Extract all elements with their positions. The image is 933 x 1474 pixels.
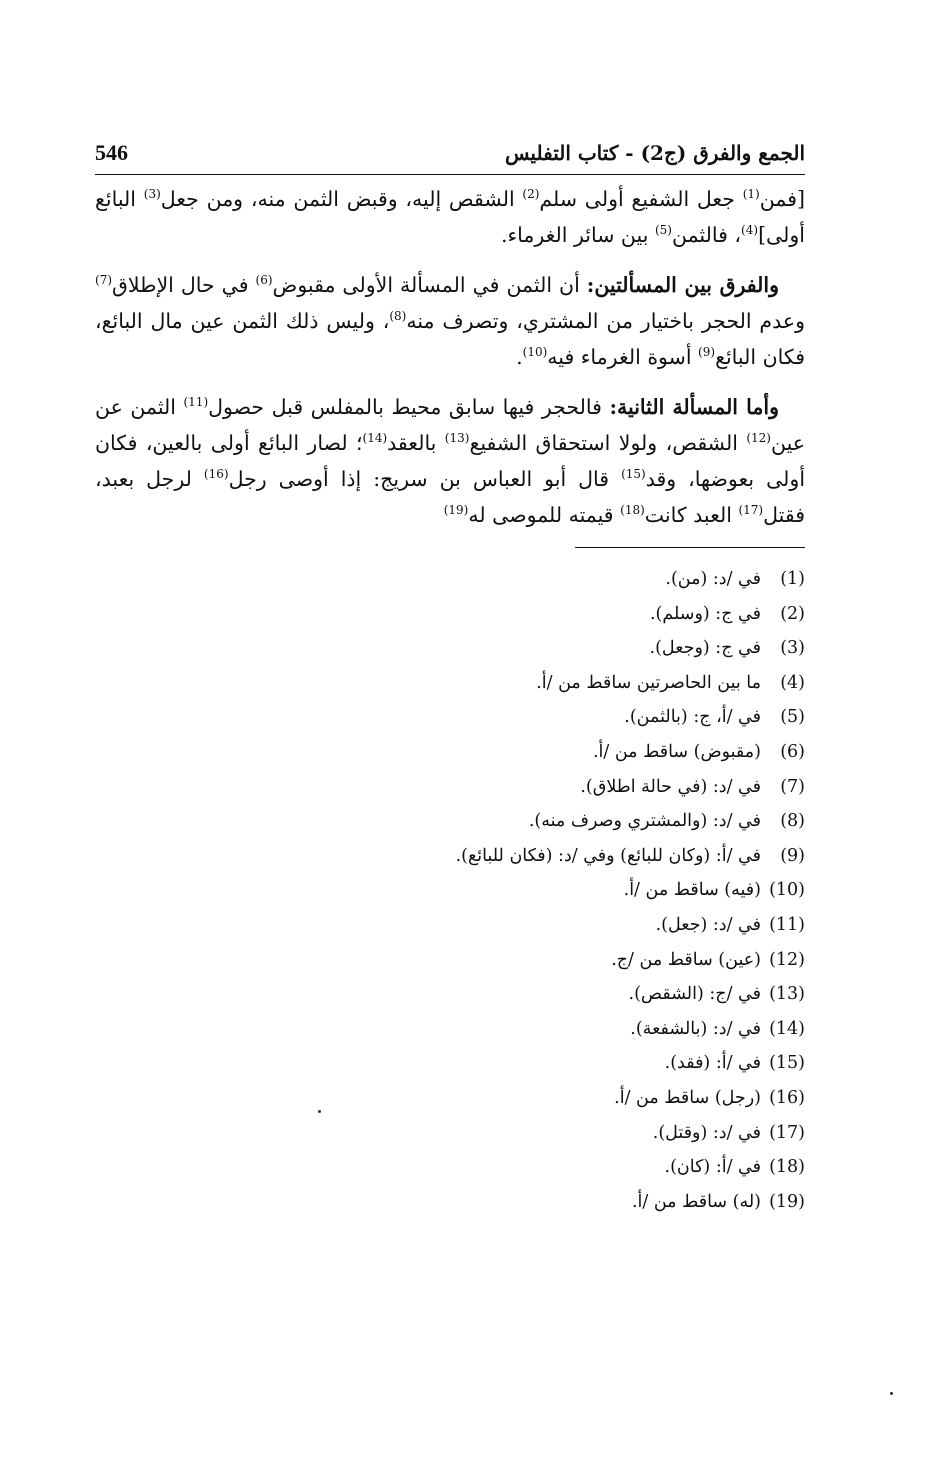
footnote-number: (11)	[769, 914, 805, 935]
footnote-number: (18)	[769, 1157, 805, 1178]
footnote	[95, 562, 805, 597]
footnote-text: في /ج: (الشقص).	[628, 984, 761, 1005]
footnote	[95, 977, 805, 1012]
paragraph-3	[95, 389, 805, 533]
footnote-ref-19: (19)	[443, 503, 469, 518]
footnote-text: (رجل) ساقط من /أ.	[614, 1087, 761, 1108]
footnote-text: في /د: (بالشفعة).	[630, 1018, 761, 1039]
footnote-text: في /د: (وقتل).	[652, 1122, 761, 1143]
text-run: بين سائر الغرماء.	[500, 223, 655, 247]
footnote-text: (عين) ساقط من /ج.	[611, 949, 761, 970]
text-run: بالعقد	[387, 431, 445, 455]
footnote-ref-5: (5)	[654, 223, 672, 238]
text-run: أسوة الغرماء فيه	[547, 345, 699, 369]
footnote-number: (9)	[780, 845, 805, 866]
footnote-ref-4: (4)	[741, 223, 759, 238]
footnote	[95, 873, 805, 908]
footnote-number: (10)	[769, 880, 805, 901]
text-run: ؛ لصار البائع أولى بالعين، فكان أولى بعوضها، وقد	[95, 431, 806, 491]
footnote-number: (17)	[769, 1122, 805, 1143]
text-run: ، وليس ذلك الثمن عين مال البائع، فكان البائع	[95, 309, 805, 369]
footnote-ref-2: (2)	[522, 187, 540, 202]
footnote-number: (4)	[780, 672, 805, 693]
text-run: قال أبو العباس بن سريج: إذا أوصى رجل	[228, 467, 622, 491]
footnote-text: في /د: (من).	[665, 569, 761, 589]
footnote-text: (فيه) ساقط من /أ.	[623, 880, 761, 901]
footnote	[95, 943, 805, 978]
footnote	[95, 839, 805, 874]
text-run: وعدم الحجر باختيار من المشتري، وتصرف منه	[406, 309, 805, 333]
footnote-text: في /أ، ج: (بالثمن).	[624, 707, 761, 728]
paragraph-2	[95, 267, 805, 375]
footnote-ref-7: (7)	[95, 273, 113, 288]
footnote-text: في /د: (في حالة اطلاق).	[580, 776, 761, 797]
footnote-ref-3: (3)	[143, 187, 161, 202]
footnote	[95, 700, 805, 735]
footnote-number: (15)	[769, 1053, 805, 1074]
footnote-ref-18: (18)	[620, 503, 645, 518]
footnote-text: في ج: (وسلم).	[649, 603, 761, 624]
footnote-text: في ج: (وجعل).	[649, 638, 761, 659]
footnote	[95, 666, 805, 701]
footnote-ref-9: (9)	[698, 345, 716, 360]
footnote-number: (19)	[769, 1191, 805, 1212]
text-run: [فمن	[759, 187, 805, 211]
text-run: الشقص إليه، وقبض الثمن منه، ومن جعل	[160, 187, 523, 211]
page-number: 546	[95, 140, 128, 165]
footnote-number: (12)	[769, 949, 805, 970]
footnote-ref-14: (14)	[362, 431, 388, 446]
footnote-text: (مقبوض) ساقط من /أ.	[592, 741, 761, 762]
footnotes-list	[95, 562, 805, 1219]
footnote	[95, 597, 805, 632]
footnote-ref-8: (8)	[389, 309, 407, 324]
footnote-ref-10: (10)	[522, 345, 548, 360]
footnote-text: في /أ: (كان).	[664, 1157, 761, 1178]
footnote	[95, 770, 805, 805]
footnote-ref-17: (17)	[738, 503, 764, 518]
footnote-number: (6)	[780, 741, 805, 762]
footnote-number: (14)	[769, 1018, 805, 1039]
text-run: أن الثمن في المسألة الأولى مقبوض	[272, 273, 587, 297]
text-run: .	[516, 345, 523, 369]
text-run: جعل الشفيع أولى سلم	[539, 187, 743, 211]
text-run: فالحجر فيها سابق محيط بالمفلس قبل حصول	[208, 395, 610, 419]
footnote	[95, 735, 805, 770]
footnote-ref-6: (6)	[255, 273, 273, 288]
footnote	[95, 1046, 805, 1081]
footnote	[95, 1081, 805, 1116]
text-run: البائع أولى]	[95, 187, 805, 247]
footnote	[95, 1185, 805, 1220]
text-run: لرجل بعبد، فقتل	[95, 467, 805, 527]
page-header	[95, 140, 805, 175]
footnote-ref-1: (1)	[742, 187, 760, 202]
footnote-text: في /أ: (فقد).	[664, 1053, 761, 1074]
main-text	[95, 181, 805, 533]
paragraph-lead: والفرق بين المسألتين:	[586, 273, 779, 297]
footnote-number: (3)	[780, 638, 805, 659]
footnote	[95, 1116, 805, 1151]
book-page	[95, 140, 805, 1219]
paragraph-lead: وأما المسألة الثانية:	[609, 395, 779, 419]
footnote-number: (1)	[780, 569, 805, 589]
footnote-text: (له) ساقط من /أ.	[631, 1191, 761, 1212]
footnote-separator	[575, 547, 805, 548]
footnote-ref-15: (15)	[621, 467, 646, 482]
footnote	[95, 1012, 805, 1047]
footnote-number: (13)	[769, 984, 805, 1005]
footnote-text: في /د: (والمشتري وصرف منه).	[528, 811, 761, 832]
footnote-text: ما بين الحاصرتين ساقط من /أ.	[536, 672, 761, 693]
footnote	[95, 804, 805, 839]
footnote-number: (16)	[769, 1087, 805, 1108]
running-title: الجمع والفرق (ج2) - كتاب التفليس	[504, 141, 805, 165]
text-run: قيمته للموصى له	[468, 503, 621, 527]
footnote-number: (8)	[780, 811, 805, 832]
text-run: ، فالثمن	[671, 223, 742, 247]
text-run: العبد كانت	[644, 503, 739, 527]
text-run: الثمن عن عين	[95, 395, 805, 455]
text-run: الشقص، ولولا استحقاق الشفيع	[469, 431, 747, 455]
footnote-number: (7)	[780, 776, 805, 797]
footnote-ref-11: (11)	[183, 395, 209, 410]
text-run: في حال الإطلاق	[112, 273, 256, 297]
footnote	[95, 631, 805, 666]
footnote-number: (2)	[780, 603, 805, 624]
scan-speck	[890, 1392, 893, 1395]
footnote-ref-12: (12)	[746, 431, 771, 446]
footnote-ref-16: (16)	[203, 467, 229, 482]
paragraph-1	[95, 181, 805, 253]
footnote-ref-13: (13)	[444, 431, 470, 446]
footnote-number: (5)	[780, 707, 805, 728]
footnote	[95, 908, 805, 943]
footnote	[95, 1150, 805, 1185]
footnote-text: في /د: (جعل).	[655, 914, 761, 935]
scan-speck	[318, 1110, 321, 1113]
footnote-text: في /أ: (وكان للبائع) وفي /د: (فكان للبائع).	[455, 845, 761, 866]
